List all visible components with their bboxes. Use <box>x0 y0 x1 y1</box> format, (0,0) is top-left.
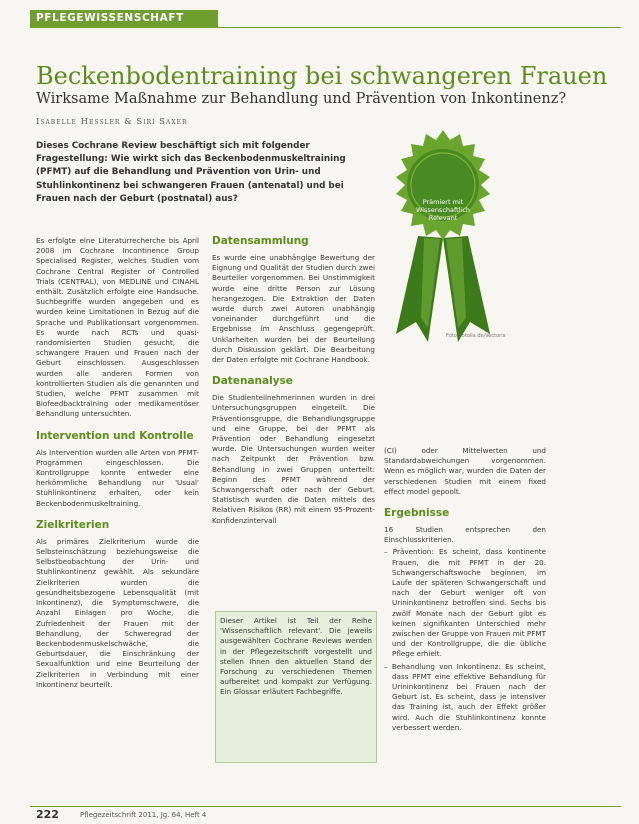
article-lead <box>36 140 370 206</box>
award-text: Prämiert mit Wissenschaftlich Relevant <box>415 198 471 222</box>
heading-intervention: Intervention und Kontrolle <box>36 429 194 442</box>
header-rule <box>30 27 621 28</box>
ergebnisse-bullet: – Prävention: Es scheint, dass kontinente Frauen, die mit PFMT in der 20. Schwangerschaftswoche beginnen, im Laufe der späteren Schwangerschaft und nach der Geburt weniger oft von Urininkontinenz betroffen sind. Sechs bis zwölf Monate nach der Geburt gibt es keinen signifikanten Unterschied mehr zwischen der Gruppe von Frauen mit PFMT und der Kontrollgruppe, die die übliche Pflege erhielt. <box>384 547 546 659</box>
bullet-behandlung: Behandlung von Inkontinenz: Es scheint, dass PFMT eine effektive Behandlung für Urininkontinenz bei Frauen nach der Geburt ist. Es scheint, dass je intensiver das Training ist, auch der Effekt größer wird. Auch die Stuhlinkontinenz konnte verbessert werden. <box>391 661 546 732</box>
journal-reference: Pflegezeitschrift 2011, Jg. 64, Heft 4 <box>80 811 207 819</box>
intro-paragraph: Es erfolgte eine Literaturrecherche bis April 2008 im Cochrane Incontinence Group Specialised Register, welches Studien vom Cochrane Central Register of Controlled Trials (CENTRAL), von MEDLINE und CINAHL enthält. Zusätzlich erfolgte eine Handsuche. Suchbegriffe wurden angegeben und es wurden keine Limitationen in Bezug auf die Sprache und Publikationsart vorgenommen. Es wurde nach RCTs und quasi-randomisierten Studien gesucht, die schwangere Frauen und Frauen nach der Geburt einschlossen. Ausgeschlossen wurden alle anderen Formen von kontrollierten Studien als die genannten und Studien, welche PFMT zusammen mit Biofeedbacktraining oder medikamentöser Behandlung untersuchten. <box>36 236 199 419</box>
heading-datensammlung: Datensammlung <box>212 235 309 247</box>
column-2 <box>212 234 375 526</box>
ergebnisse-paragraph: 16 Studien entsprechen den Einschlusskriterien. <box>384 525 546 545</box>
article-title: Beckenbodentraining bei schwangeren Frauen <box>36 62 608 90</box>
analyse-continuation: (CI) oder Mittelwerten und Standardabweichungen vorgenommen. Wenn es möglich war, wurden die Daten der verschiedenen Studien mit einem fixed effect model gepoolt. <box>384 446 546 496</box>
heading-datenanalyse: Datenanalyse <box>212 375 293 388</box>
datensammlung-paragraph: Es wurde eine unabhängige Bewertung der Eignung und Qualität der Studien durch zwei Beurteiler vorgenommen. Bei Unstimmigkeit wurde eine dritte Person zur Lösung herangezogen. Die Extraktion der Daten wurde durch zwei Autoren unabhängig voneinander durchgeführt und die Ergebnisse im Anschluss gegengeprüft. Unklarheiten wurden bei der Beurteilung durch Diskussion geklärt. Die Bearbeitung der Daten erfolgte mit Cochrane Handbook. <box>212 253 375 365</box>
column-3 <box>384 446 546 733</box>
zielkriterien-paragraph: Als primäres Zielkriterium wurde die Selbsteinschätzung beziehungsweise die Selbstbeobachtung der Urin- und Stuhlinkontinenz gewählt. Als sekundäre Zielkriterien wurden die gesundheitsbezogene Lebensqualität (mit Inkontinenz), die Symptomschwere, die Anzahl Einlagen pro Woche, die Zufriedenheit der Frauen mit der Behandlung, der Schweregrad der Beckenbodenmuskelschwäche, die Geburtsdauer, die Einschränkung der Sexualfunktion und eine Beurteilung der Zielkriterien in Verbindung mit einer Inkontinenz beurteilt. <box>36 536 199 689</box>
article-subtitle: Wirksame Maßnahme zur Behandlung und Prävention von Inkontinenz? <box>36 91 567 107</box>
footer-rule <box>30 806 621 807</box>
datenanalyse-paragraph: Die Studienteilnehmerinnen wurden in drei Untersuchungsgruppen eingeteilt. Die Präventionsgruppe, die Behandlungsgruppe und eine Gruppe, bei der PFMT als Prävention oder Behandlung eingesetzt wurde. Die Untersuchungen wurden weiter nach Zeitpunkt der Prävention bzw. Behandlung in zwei Gruppen unterteilt: Beginn des PFMT während der Schwangerschaft oder nach der Geburt. Statistisch wurden die Daten mittels des Relativen Risikos (RR) mit einem 95-Prozent-Konfidenzintervall <box>212 393 375 525</box>
ergebnisse-bullet: – Behandlung von Inkontinenz: Es scheint, dass PFMT eine effektive Behandlung für Urininkontinenz bei Frauen nach der Geburt ist. Es scheint, dass je intensiver das Training ist, auch der Effekt größer wird. Auch die Stuhlinkontinenz konnte verbessert werden. <box>384 661 546 732</box>
column-1 <box>36 236 199 690</box>
award-ribbon-image <box>388 128 498 350</box>
intervention-paragraph: Als Intervention wurden alle Arten von PFMT-Programmen eingeschlossen. Die Kontrollgruppe konnte entweder eine herkömmliche Behandlung nur 'Usual' Stuhlinkontinenz erhalten, oder kein Beckenbodenmuskeltraining. <box>36 447 199 508</box>
photo-credit: Foto: fotolia.de/Vectorix <box>446 333 506 339</box>
bullet-praevention: Prävention: Es scheint, dass kontinente Frauen, die mit PFMT in der 20. Schwangerschaftswoche beginnen, im Laufe der späteren Schwangerschaft und nach der Geburt weniger oft von Urininkontinenz betroffen sind. Sechs bis zwölf Monate nach der Geburt gibt es keinen signifikanten Unterschied mehr zwischen der Gruppe von Frauen mit PFMT und der Kontrollgruppe, die die übliche Pflege erhielt. <box>392 547 546 659</box>
page-number: 222 <box>36 808 59 821</box>
article-authors: Isabelle Hessler & Siri Saxer <box>36 117 188 127</box>
heading-zielkriterien: Zielkriterien <box>36 518 110 531</box>
info-box-text: Dieser Artikel ist Teil der Reihe 'Wissenschaftlich relevant'. Die jeweils ausgewählten Cochrane Reviews werden in der Pflegezeitschrift vorgestellt und stellen Ihnen den aktuellen Stand der Forschung zu verschiedenen Themen aufbereitet und kompakt zur Verfügung. Ein Glossar erläutert Fachbegriffe. <box>220 616 372 697</box>
lead-text: Dieses Cochrane Review beschäftigt sich mit folgender Fragestellung: Wie wirkt sich das Beckenbodenmuskeltraining (PFMT) auf die Behandlung und Prävention von Urin- und Stuhlinkontinenz bei schwangeren Frauen (antenatal) und bei Frauen nach der Geburt (postnatal) aus? <box>36 141 346 204</box>
heading-ergebnisse: Ergebnisse <box>384 507 450 520</box>
section-rubric: PFLEGEWISSENSCHAFT <box>30 10 218 27</box>
info-box <box>215 611 377 763</box>
